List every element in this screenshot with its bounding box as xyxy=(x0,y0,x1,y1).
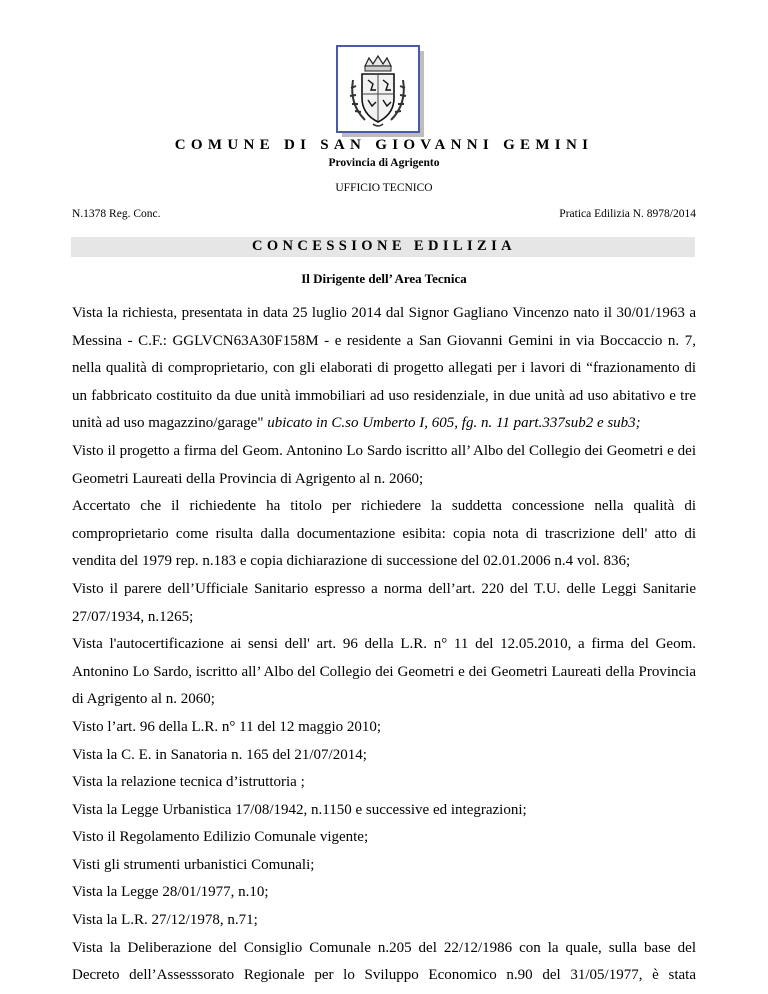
paragraph-legge-urbanistica: Vista la Legge Urbanistica 17/08/1942, n.1150 e successive ed integrazioni; xyxy=(72,801,527,818)
paragraph-art96: Visto l’art. 96 della L.R. n° 11 del 12 maggio 2010; xyxy=(72,718,382,735)
paragraph-strumenti: Visti gli strumenti urbanistici Comunali; xyxy=(72,856,315,873)
paragraph-accertato: Accertato che il richiedente ha titolo per richiedere la suddetta concessione nella qualità di comproprietario come risulta dalla documentazione esibita: copia nota di trascrizione dell' atto di vendita del 1979 rep. n.183 e copia dichiarazione di successione del 02.01.2006 n.4 vol. 836; xyxy=(72,498,696,570)
municipal-crest-icon xyxy=(335,44,427,140)
paragraph-deliberazione: Vista la Deliberazione del Consiglio Comunale n.205 del 22/12/1986 con la quale, sulla base del Decreto dell’Assesssorato Regionale per lo Sviluppo Economico n.90 del 31/05/1977, è stata xyxy=(72,939,696,984)
paragraph-relazione: Vista la relazione tecnica d’istruttoria ; xyxy=(72,774,305,791)
paragraph-autocertificazione: Vista l'autocertificazione ai sensi dell' art. 96 della L.R. n° 11 del 12.05.2010, a firma del Geom. Antonino Lo Sardo, iscritto all’ Albo del Collegio dei Geometri e dei Geometri Laureati della Provincia di Agrigento al n. 2060; xyxy=(72,636,696,708)
dirigente-heading: Il Dirigente dell’ Area Tecnica xyxy=(301,271,467,286)
reg-conc-number: N.1378 Reg. Conc. xyxy=(72,208,161,220)
paragraph-italic-text: ubicato in C.so Umberto I, 605, fg. n. 11 part.337sub2 e sub3; xyxy=(263,415,641,432)
document-title: CONCESSIONE EDILIZIA xyxy=(251,238,517,254)
provincia-label: Provincia di Agrigento xyxy=(328,157,440,169)
ufficio-label: UFFICIO TECNICO xyxy=(335,182,433,194)
paragraph-richiesta xyxy=(72,300,696,438)
document-body xyxy=(72,300,696,990)
paragraph-sanatoria: Vista la C. E. in Sanatoria n. 165 del 21/07/2014; xyxy=(72,746,367,763)
paragraph-parere: Visto il parere dell’Ufficiale Sanitario espresso a norma dell’art. 220 del T.U. delle Leggi Sanitarie 27/07/1934, n.1265; xyxy=(72,580,696,625)
pratica-number: Pratica Edilizia N. 8978/2014 xyxy=(559,208,696,220)
paragraph-lr-1978: Vista la L.R. 27/12/1978, n.71; xyxy=(72,912,258,929)
comune-title: COMUNE DI SAN GIOVANNI GEMINI xyxy=(174,137,594,153)
paragraph-regolamento: Visto il Regolamento Edilizio Comunale vigente; xyxy=(72,829,369,846)
paragraph-text: Vista la richiesta, presentata in data 25 luglio 2014 dal Signor Gagliano Vincenzo nato il 30/01/1963 a Messina - C.F.: GGLVCN63A30F158M - e residente a San Giovanni Gemini in via Boccaccio n. 7, nella qualità di comproprietario, con gli elaborati di progetto allegati per i lavori di “frazionamento di un fabbricato costituito da due unità immobiliari ad uso residenziale, in due unità ad uso abitativo e tre unità ad uso magazzino/garage" xyxy=(72,305,696,432)
paragraph-progetto: Visto il progetto a firma del Geom. Antonino Lo Sardo iscritto all’ Albo del Collegio dei Geometri e dei Geometri Laureati della Provincia di Agrigento al n. 2060; xyxy=(72,442,696,487)
paragraph-legge-1977: Vista la Legge 28/01/1977, n.10; xyxy=(72,884,269,901)
